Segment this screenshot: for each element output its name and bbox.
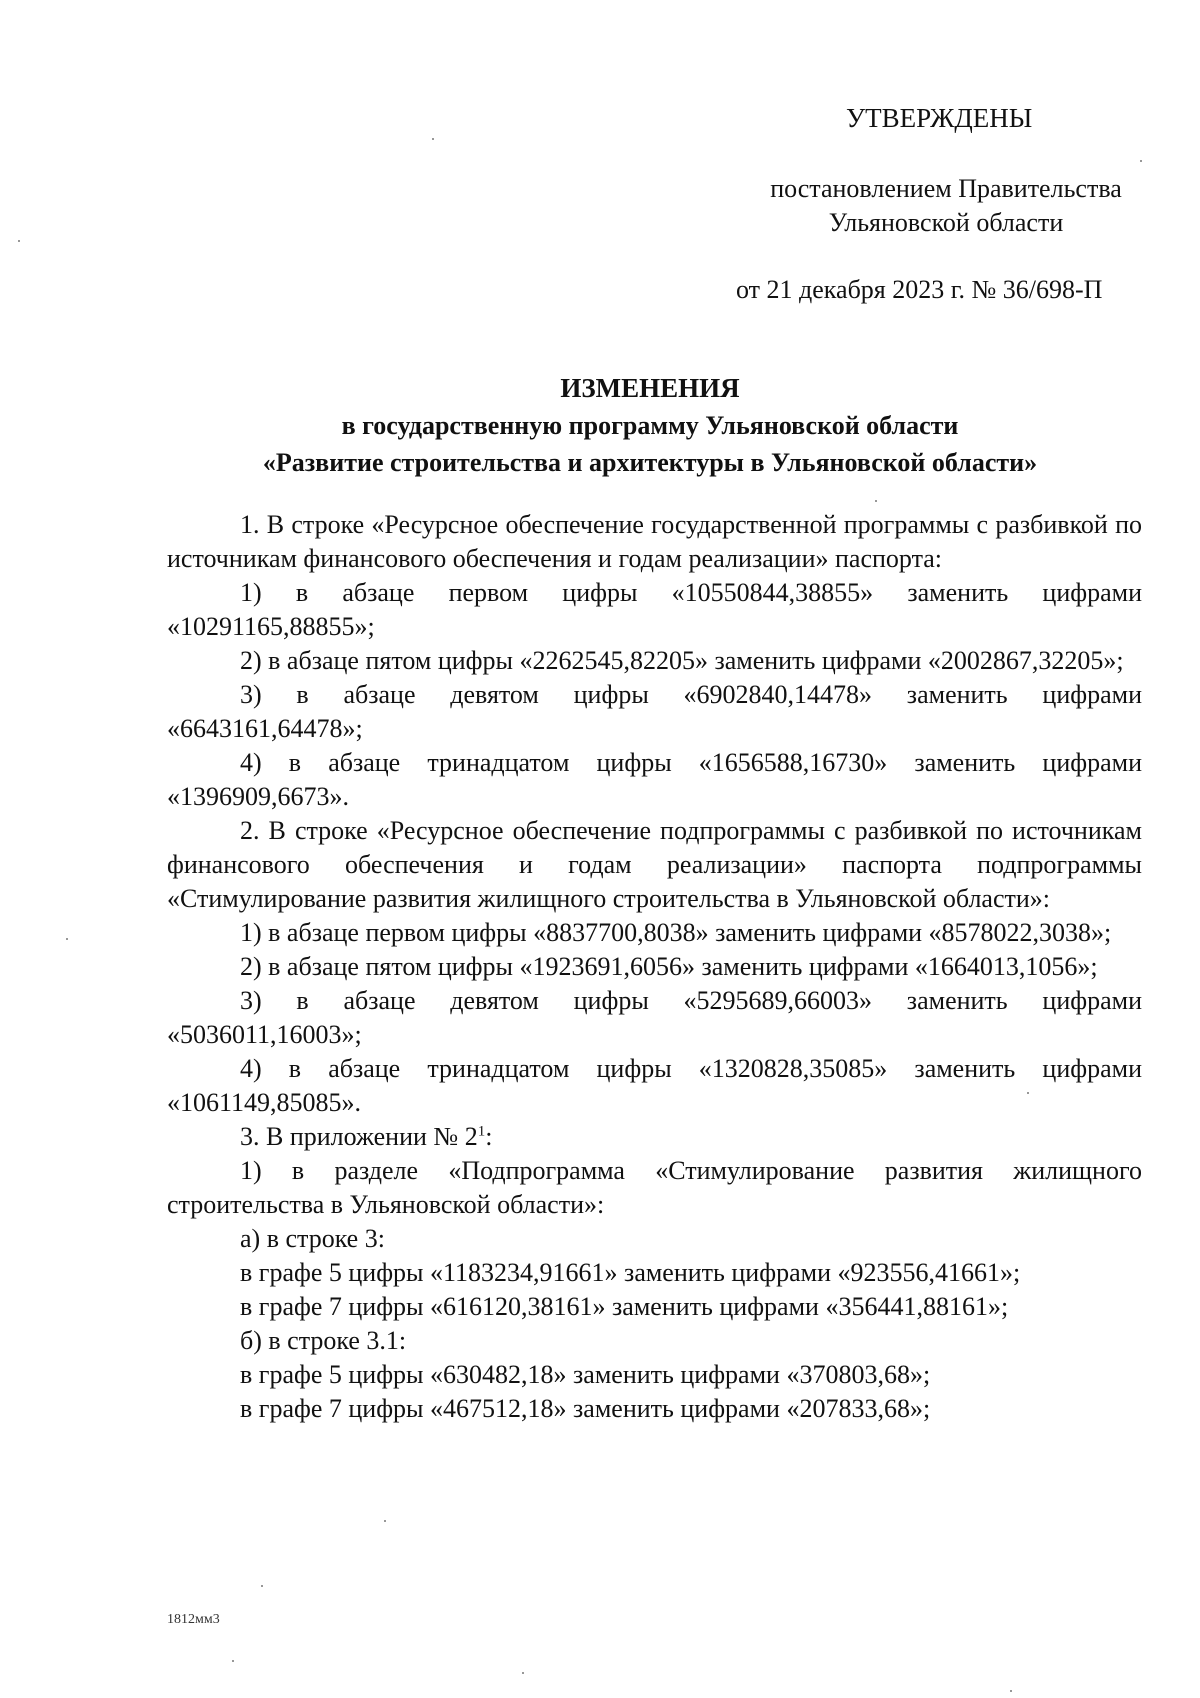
scan-speck [875, 500, 877, 502]
scan-speck [66, 938, 68, 940]
title-line-program: в государственную программу Ульяновской области [341, 411, 959, 440]
approval-authority-line1: постановлением Правительства [770, 174, 1122, 203]
paragraph-3-subitem-a-line-1: в графе 5 цифры «1183234,91661» заменить цифрами «923556,41661»; [240, 1258, 1021, 1287]
document-title [150, 370, 1150, 481]
paragraph-1-item-4: 4) в абзаце тринадцатом цифры «1656588,16730» заменить цифрами «1396909,6673». [167, 748, 1142, 811]
paragraph-2-item-3: 3) в абзаце девятом цифры «5295689,66003» заменить цифрами «5036011,16003»; [167, 986, 1142, 1049]
paragraph-3-subitem-a: а) в строке 3: [240, 1224, 385, 1253]
scan-speck [261, 1585, 263, 1587]
approval-authority-line2: Ульяновской области [828, 208, 1064, 237]
paragraph-3-prefix: 3. В приложении № 2 [240, 1122, 478, 1151]
document-code: 1812мм3 [167, 1612, 220, 1627]
scan-speck [232, 1660, 234, 1662]
title-line-program-name: «Развитие строительства и архитектуры в Ульяновской области» [262, 448, 1038, 477]
paragraph-1-item-1: 1) в абзаце первом цифры «10550844,38855» заменить цифрами «10291165,88855»; [167, 578, 1142, 641]
paragraph-2: 2. В строке «Ресурсное обеспечение подпрограммы с разбивкой по источникам финансового обеспечения и годам реализации» паспорта подпрограммы «Стимулирование развития жилищного строительства в Ульяновской области»: [167, 816, 1142, 913]
paragraph-3 [167, 1120, 1142, 1154]
scan-speck [522, 1672, 524, 1674]
scan-speck [432, 138, 434, 140]
scan-speck [1027, 1092, 1029, 1094]
scan-speck [1140, 160, 1142, 162]
document-body [167, 508, 1142, 1426]
paragraph-3-subitem-b-line-2: в графе 7 цифры «467512,18» заменить цифрами «207833,68»; [240, 1394, 931, 1423]
scan-speck [1010, 1690, 1012, 1692]
paragraph-3-suffix: : [485, 1122, 493, 1151]
paragraph-2-item-1: 1) в абзаце первом цифры «8837700,8038» заменить цифрами «8578022,3038»; [240, 918, 1112, 947]
approval-stamp-heading: УТВЕРЖДЕНЫ [846, 103, 1033, 133]
scan-speck [384, 1520, 386, 1522]
approval-authority [756, 172, 1136, 240]
paragraph-3-superscript: 1 [477, 1123, 486, 1140]
paragraph-3-subitem-b-line-1: в графе 5 цифры «630482,18» заменить цифрами «370803,68»; [240, 1360, 931, 1389]
paragraph-1: 1. В строке «Ресурсное обеспечение государственной программы с разбивкой по источникам финансового обеспечения и годам реализации» паспорта: [167, 510, 1142, 573]
decree-date-number: от 21 декабря 2023 г. № 36/698-П [736, 275, 1103, 304]
scan-speck [18, 240, 20, 242]
paragraph-2-item-4: 4) в абзаце тринадцатом цифры «1320828,35085» заменить цифрами «1061149,85085». [167, 1054, 1142, 1117]
title-line-changes: ИЗМЕНЕНИЯ [560, 373, 740, 403]
paragraph-3-item-1: 1) в разделе «Подпрограмма «Стимулирование развития жилищного строительства в Ульяновской области»: [167, 1156, 1142, 1219]
paragraph-1-item-3: 3) в абзаце девятом цифры «6902840,14478» заменить цифрами «6643161,64478»; [167, 680, 1142, 743]
paragraph-2-item-2: 2) в абзаце пятом цифры «1923691,6056» заменить цифрами «1664013,1056»; [240, 952, 1098, 981]
paragraph-3-subitem-b: б) в строке 3.1: [240, 1326, 407, 1355]
paragraph-3-subitem-a-line-2: в графе 7 цифры «616120,38161» заменить цифрами «356441,88161»; [240, 1292, 1009, 1321]
paragraph-1-item-2: 2) в абзаце пятом цифры «2262545,82205» заменить цифрами «2002867,32205»; [240, 646, 1124, 675]
